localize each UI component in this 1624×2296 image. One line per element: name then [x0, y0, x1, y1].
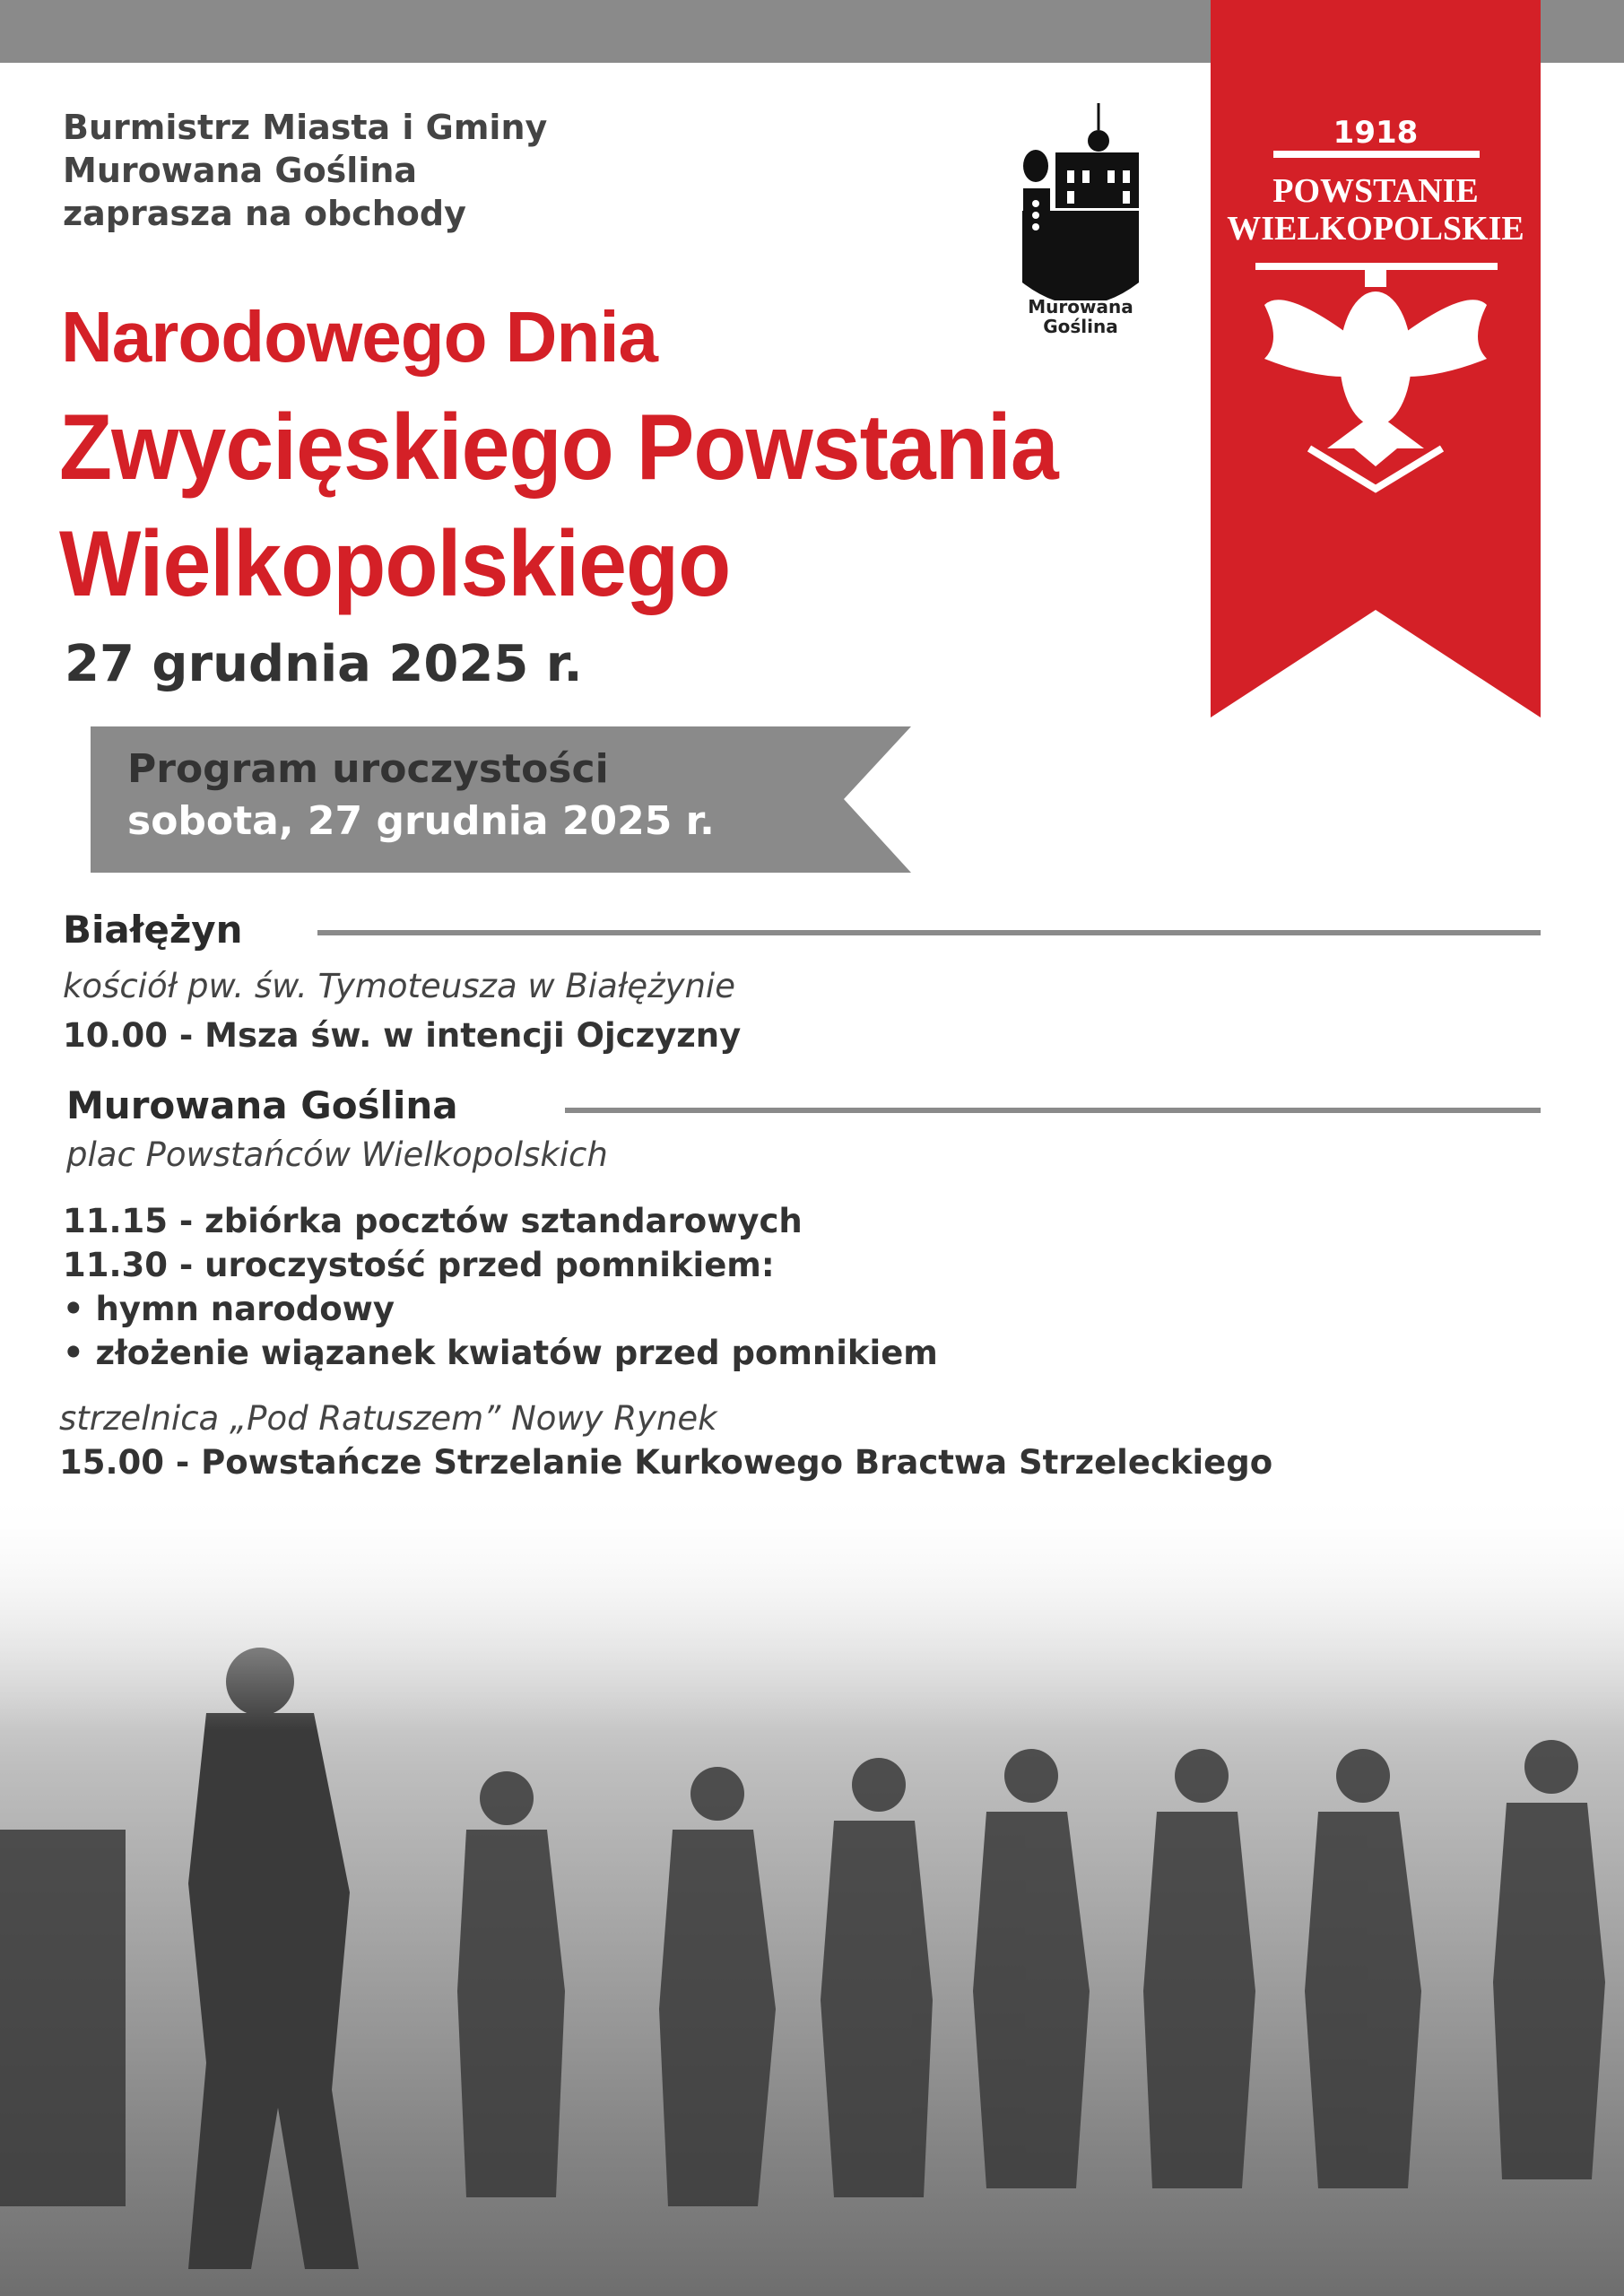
- historic-parade-photo: [0, 1489, 1624, 2296]
- event-date: 27 grudnia 2025 r.: [65, 635, 583, 693]
- banner-title: POWSTANIE: [1272, 172, 1479, 210]
- title-line: Zwycięskiego Powstania: [59, 396, 1058, 500]
- section-place: Białężyn: [63, 908, 243, 952]
- section-venue: kościół pw. św. Tymoteusza w Białężynie: [63, 967, 735, 1005]
- event-item: • złożenie wiązanek kwiatów przed pomnikiem: [63, 1334, 938, 1372]
- powstanie-banner: [1211, 0, 1541, 718]
- section-place: Murowana Goślina: [66, 1083, 458, 1127]
- municipality-logo: [1013, 103, 1148, 336]
- intro-line: zaprasza na obchody: [63, 194, 466, 233]
- title-line: Narodowego Dnia: [61, 297, 658, 377]
- logo-text: Goślina: [1043, 316, 1118, 337]
- title-line: Wielkopolskiego: [59, 512, 731, 616]
- divider: [317, 930, 1541, 935]
- intro-text: [63, 106, 547, 235]
- event-item: 15.00 - Powstańcze Strzelanie Kurkowego Bractwa Strzeleckiego: [59, 1443, 1273, 1482]
- logo-text: Murowana: [1028, 296, 1133, 317]
- event-item: 11.15 - zbiórka pocztów sztandarowych: [63, 1202, 803, 1240]
- town-hall-crest-icon: [1018, 103, 1143, 300]
- intro-line: Murowana Goślina: [63, 151, 418, 190]
- event-item: • hymn narodowy: [63, 1290, 395, 1328]
- event-item: 11.30 - uroczystość przed pomnikiem:: [63, 1246, 775, 1284]
- event-item: 10.00 - Msza św. w intencji Ojczyzny: [63, 1016, 742, 1055]
- section-venue: strzelnica „Pod Ratuszem” Nowy Rynek: [59, 1399, 717, 1438]
- section-venue: plac Powstańców Wielkopolskich: [66, 1135, 608, 1174]
- divider: [565, 1108, 1541, 1113]
- program-date: sobota, 27 grudnia 2025 r.: [127, 798, 715, 844]
- intro-line: Burmistrz Miasta i Gminy: [63, 108, 548, 147]
- banner-title: WIELKOPOLSKIE: [1227, 210, 1524, 248]
- program-label: Program uroczystości: [127, 746, 609, 792]
- banner-year: 1918: [1333, 115, 1419, 151]
